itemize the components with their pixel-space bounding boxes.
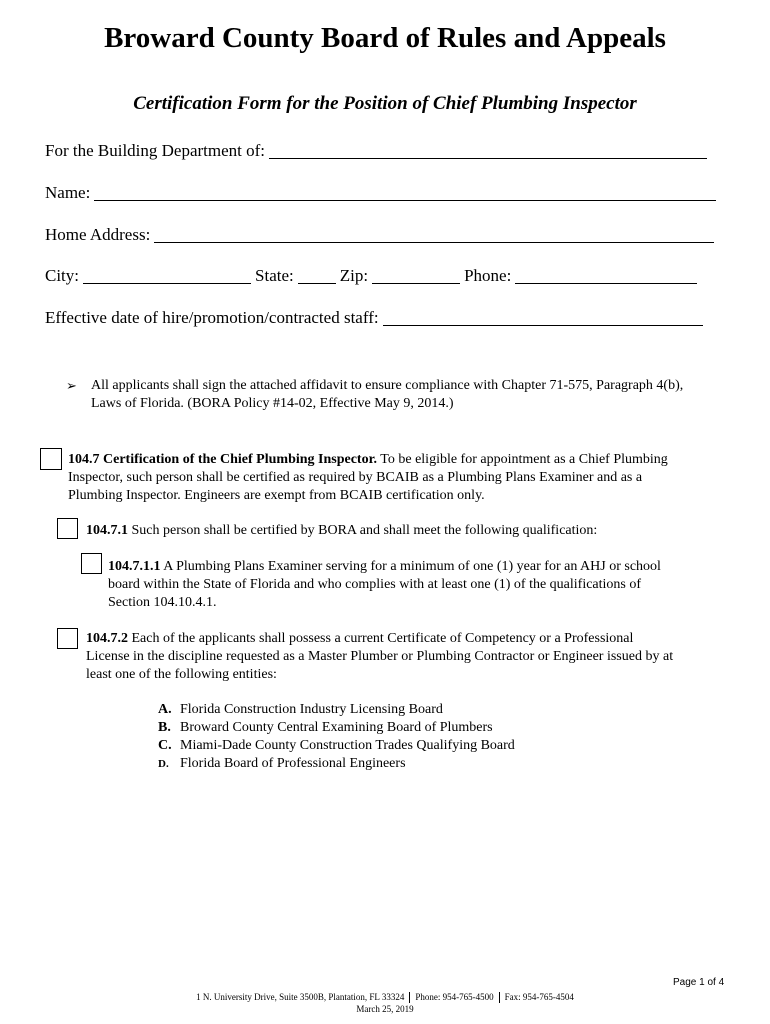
list-item-text: Broward County Central Examining Board of Plumbers [180,720,493,735]
list-item-letter: D. [158,758,169,770]
affidavit-notice-line: Laws of Florida. (BORA Policy #14-02, Effective May 9, 2014.) [91,396,454,411]
section-104-7-1-1-first-line [108,558,661,576]
city-state-zip-phone-row [45,266,701,286]
building-department-input[interactable] [269,142,707,159]
section-104-7-body [68,469,642,505]
footer-divider [499,992,500,1003]
home-address-label: Home Address: [45,225,151,244]
page-title: Broward County Board of Rules and Appeals [104,22,666,54]
section-104-7-1-1-line: board within the State of Florida and who complies with at least one (1) of the qualifications of [108,577,642,592]
section-104-7-1-1-checkbox[interactable] [81,553,102,574]
list-item-letter: B. [158,720,171,735]
section-104-7-1-1-text: A Plumbing Plans Examiner serving for a minimum of one (1) year for an AHJ or school [163,559,661,574]
zip-label: Zip: [339,266,369,285]
section-104-7-2-first-line [86,630,633,648]
section-104-7-2-checkbox[interactable] [57,628,78,649]
footer-divider [409,992,410,1003]
list-item [158,719,493,737]
section-104-7-checkbox[interactable] [40,448,62,470]
effective-date-field [45,308,707,328]
list-item-letter: C. [158,738,172,753]
section-104-7-1-heading: 104.7.1 [86,523,128,538]
list-item-letter: A. [158,702,172,717]
section-104-7-2-text: Each of the applicants shall possess a current Certificate of Competency or a Professional [131,631,634,646]
list-item-text: Miami-Dade County Construction Trades Qualifying Board [180,738,515,753]
home-address-input[interactable] [154,226,714,243]
section-104-7-1-1-line: Section 104.10.4.1. [108,595,217,610]
list-item-text: Florida Construction Industry Licensing Board [180,702,443,717]
home-address-field [45,225,718,245]
section-104-7-2-line: License in the discipline requested as a Master Plumber or Plumbing Contractor or Engineer issued by at [86,649,674,664]
building-department-label: For the Building Department of: [45,141,266,160]
section-104-7-first-line [68,451,668,469]
zip-input[interactable] [372,267,460,284]
phone-input[interactable] [515,267,697,284]
name-label: Name: [45,183,91,202]
list-item [158,755,406,773]
affidavit-notice [91,377,683,413]
building-department-field [45,141,711,161]
footer-address: 1 N. University Drive, Suite 3500B, Plantation, FL 33324 [196,992,405,1002]
section-104-7-2-line: least one of the following entities: [86,667,277,682]
section-104-7-text: To be eligible for appointment as a Chief Plumbing [380,452,668,467]
list-item [158,737,515,755]
section-104-7-2-body [86,648,673,684]
list-item-text: Florida Board of Professional Engineers [180,756,406,771]
section-104-7-1-1-heading: 104.7.1.1 [108,559,161,574]
name-field [45,183,720,203]
section-104-7-heading: 104.7 Certification of the Chief Plumbing Inspector. [68,452,378,467]
state-label: State: [255,266,294,285]
footer-date: March 25, 2019 [356,1004,414,1014]
footer-fax: Fax: 954-765-4504 [504,992,574,1002]
section-104-7-1 [86,522,597,540]
form-subtitle: Certification Form for the Position of Chief Plumbing Inspector [133,93,637,114]
phone-label: Phone: [464,266,512,285]
section-104-7-line: Inspector, such person shall be certified as required by BCAIB as a Plumbing Plans Examiner and as a [68,470,643,485]
affidavit-notice-line: All applicants shall sign the attached affidavit to ensure compliance with Chapter 71-575, Paragraph 4(b), [91,378,684,393]
state-input[interactable] [298,267,336,284]
section-104-7-line: Plumbing Inspector. Engineers are exempt from BCAIB certification only. [68,488,485,503]
footer-phone: Phone: 954-765-4500 [415,992,494,1002]
effective-date-label: Effective date of hire/promotion/contracted staff: [45,308,379,327]
section-104-7-2-heading: 104.7.2 [86,631,128,646]
list-item [158,701,443,719]
arrow-bullet-icon: ➢ [66,378,77,393]
city-input[interactable] [83,267,251,284]
city-label: City: [45,266,80,285]
effective-date-input[interactable] [383,309,703,326]
section-104-7-1-text: Such person shall be certified by BORA and shall meet the following qualification: [131,523,598,538]
footer-contact [0,992,770,1003]
page-number: Page 1 of 4 [673,977,725,988]
name-input[interactable] [94,184,716,201]
section-104-7-1-1-body [108,576,641,612]
section-104-7-1-checkbox[interactable] [57,518,78,539]
